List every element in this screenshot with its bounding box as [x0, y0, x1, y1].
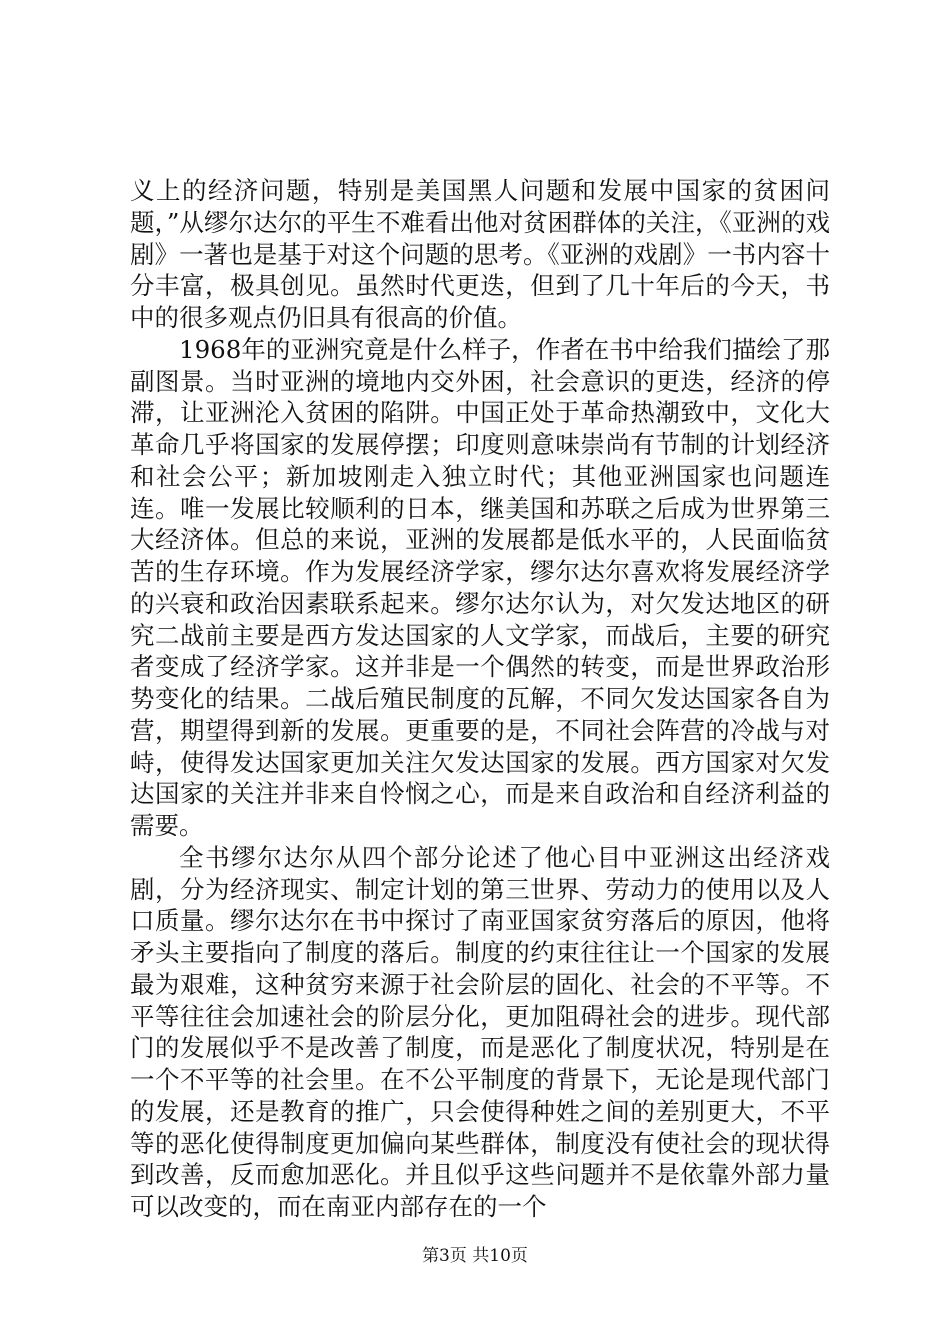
paragraph-1: 义上的经济问题，特别是美国黑人问题和发展中国家的贫困问题，”从缪尔达尔的平生不难看出他对贫困群体的关注，《亚洲的戏剧》一著也是基于对这个问题的思考。《亚洲的戏剧》一书内容十分丰富，极具创见。虽然时代更迭，但到了几十年后的今天，书中的很多观点仍旧具有很高的价值。	[130, 176, 830, 332]
paragraph-2: 1968年的亚洲究竟是什么样子，作者在书中给我们描绘了那副图景。当时亚洲的境地内交外困，社会意识的更迭，经济的停滞，让亚洲沦入贫困的陷阱。中国正处于革命热潮致中，文化大革命几乎将国家的发展停摆；印度则意味崇尚有节制的计划经济和社会公平；新加坡刚走入独立时代；其他亚洲国家也问题连连。唯一发展比较顺利的日本，继美国和苏联之后成为世界第三大经济体。但总的来说，亚洲的发展都是低水平的，人民面临贫苦的生存环境。作为发展经济学家，缪尔达尔喜欢将发展经济学的兴衰和政治因素联系起来。缪尔达尔认为，对欠发达地区的研究二战前主要是西方发达国家的人文学家，而战后，主要的研究者变成了经济学家。这并非是一个偶然的转变，而是世界政治形势变化的结果。二战后殖民制度的瓦解，不同欠发达国家各自为营，期望得到新的发展。更重要的是，不同社会阵营的冷战与对峙，使得发达国家更加关注欠发达国家的发展。西方国家对欠发达国家的关注并非来自怜悯之心，而是来自政治和自经济利益的需要。	[130, 334, 830, 840]
page-footer: 第3页 共10页	[422, 1246, 528, 1266]
paragraph-3: 全书缪尔达尔从四个部分论述了他心目中亚洲这出经济戏剧，分为经济现实、制定计划的第三世界、劳动力的使用以及人口质量。缪尔达尔在书中探讨了南亚国家贫穷落后的原因，他将矛头主要指向了制度的落后。制度的约束往往让一个国家的发展最为艰难，这种贫穷来源于社会阶层的固化、社会的不平等。不平等往往会加速社会的阶层分化，更加阻碍社会的进步。现代部门的发展似乎不是改善了制度，而是恶化了制度状况，特别是在一个不平等的社会里。在不公平制度的背景下，无论是现代部门的发展，还是教育的推广，只会使得种姓之间的差别更大，不平等的恶化使得制度更加偏向某些群体，制度没有使社会的现状得到改善，反而愈加恶化。并且似乎这些问题并不是依靠外部力量可以改变的，而在南亚内部存在的一个	[130, 842, 830, 1221]
document-body	[130, 175, 830, 1223]
